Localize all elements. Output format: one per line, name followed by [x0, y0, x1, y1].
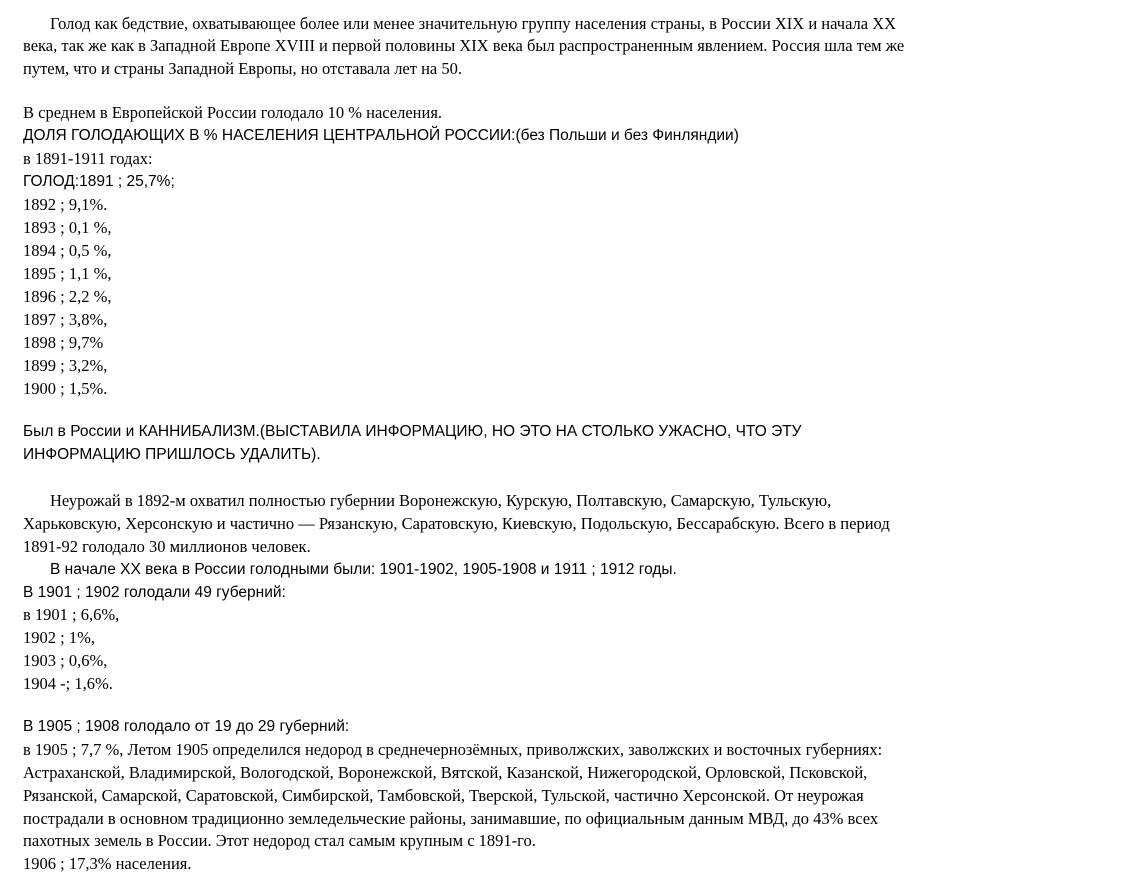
early-xx-century-line: В начале XX века в России голодными были: 1901-1902, 1905-1908 и 1911 ; 1912 годы.: [50, 561, 677, 578]
year-stat-line: 1899 ; 3,2%,: [23, 356, 108, 375]
crop-failure-line: 1891-92 голодало 30 миллионов человек.: [23, 537, 311, 556]
year-stat-line: 1898 ; 9,7%: [23, 333, 104, 352]
share-heading: ДОЛЯ ГОЛОДАЮЩИХ В % НАСЕЛЕНИЯ ЦЕНТРАЛЬНОЙ РОССИИ:(без Польши и без Финляндии): [23, 127, 739, 144]
average-hunger-line: В среднем в Европейской России голодало 10 % населения.: [23, 103, 443, 122]
year-stat-line: 1894 ; 0,5 %,: [23, 241, 112, 260]
year-stat-line: 1892 ; 9,1%.: [23, 195, 108, 214]
intro-line: путем, что и страны Западной Европы, но отставала лет на 50.: [23, 59, 462, 78]
year-stat-line: 1902 ; 1%,: [23, 628, 95, 647]
y1905-text-line: пострадали в основном традиционно земледельческие районы, занимавшие, по официальным данным МВД, до 43% всех: [23, 809, 879, 828]
year-stat-line: 1904 -; 1,6%.: [23, 674, 113, 693]
famine-1891-line: ГОЛОД:1891 ; 25,7%;: [23, 173, 175, 190]
y1905-text-line: Рязанской, Самарской, Саратовской, Симбирской, Тамбовской, Тверской, Тульской, частично Херсонской. От неурожая: [23, 786, 864, 805]
intro-line: Голод как бедствие, охватывающее более или менее значительную группу населения страны, в России XIX и начала XX: [50, 14, 897, 33]
y1901-heading: В 1901 ; 1902 голодали 49 губерний:: [23, 584, 286, 601]
y1905-text-line: пахотных земель в России. Этот недород стал самым крупным с 1891-го.: [23, 831, 536, 850]
y1905-text-line: Астраханской, Владимирской, Вологодской, Воронежской, Вятской, Казанской, Нижегородской, Орловской, Псковской,: [23, 763, 868, 782]
year-stat-line: 1893 ; 0,1 %,: [23, 218, 112, 237]
y1905-text-line: в 1905 ; 7,7 %, Летом 1905 определился недород в среднечернозёмных, приволжских, заволжских и восточных губерниях:: [23, 740, 883, 759]
year-stat-line: 1896 ; 2,2 %,: [23, 287, 112, 306]
year-stat-line: 1897 ; 3,8%,: [23, 310, 108, 329]
cannibalism-line: ИНФОРМАЦИЮ ПРИШЛОСЬ УДАЛИТЬ).: [23, 446, 321, 463]
year-stat-line: в 1901 ; 6,6%,: [23, 605, 120, 624]
cannibalism-line: Был в России и КАННИБАЛИЗМ.(ВЫСТАВИЛА ИНФОРМАЦИЮ, НО ЭТО НА СТОЛЬКО УЖАСНО, ЧТО ЭТУ: [23, 423, 802, 440]
period-line: в 1891-1911 годах:: [23, 149, 153, 168]
year-stat-line: 1895 ; 1,1 %,: [23, 264, 112, 283]
intro-line: века, так же как в Западной Европе XVIII и первой половины XIX века был распространенным явлением. Россия шла тем же: [23, 36, 905, 55]
y1906-line: 1906 ; 17,3% населения.: [23, 854, 192, 873]
year-stat-line: 1903 ; 0,6%,: [23, 651, 108, 670]
y1905-heading: В 1905 ; 1908 голодало от 19 до 29 губерний:: [23, 718, 350, 735]
year-stat-line: 1900 ; 1,5%.: [23, 379, 108, 398]
crop-failure-line: Харьковскую, Херсонскую и частично — Рязанскую, Саратовскую, Киевскую, Подольскую, Бессарабскую. Всего в период: [23, 514, 890, 533]
crop-failure-line: Неурожай в 1892-м охватил полностью губернии Воронежскую, Курскую, Полтавскую, Самарскую, Тульскую,: [50, 491, 832, 510]
